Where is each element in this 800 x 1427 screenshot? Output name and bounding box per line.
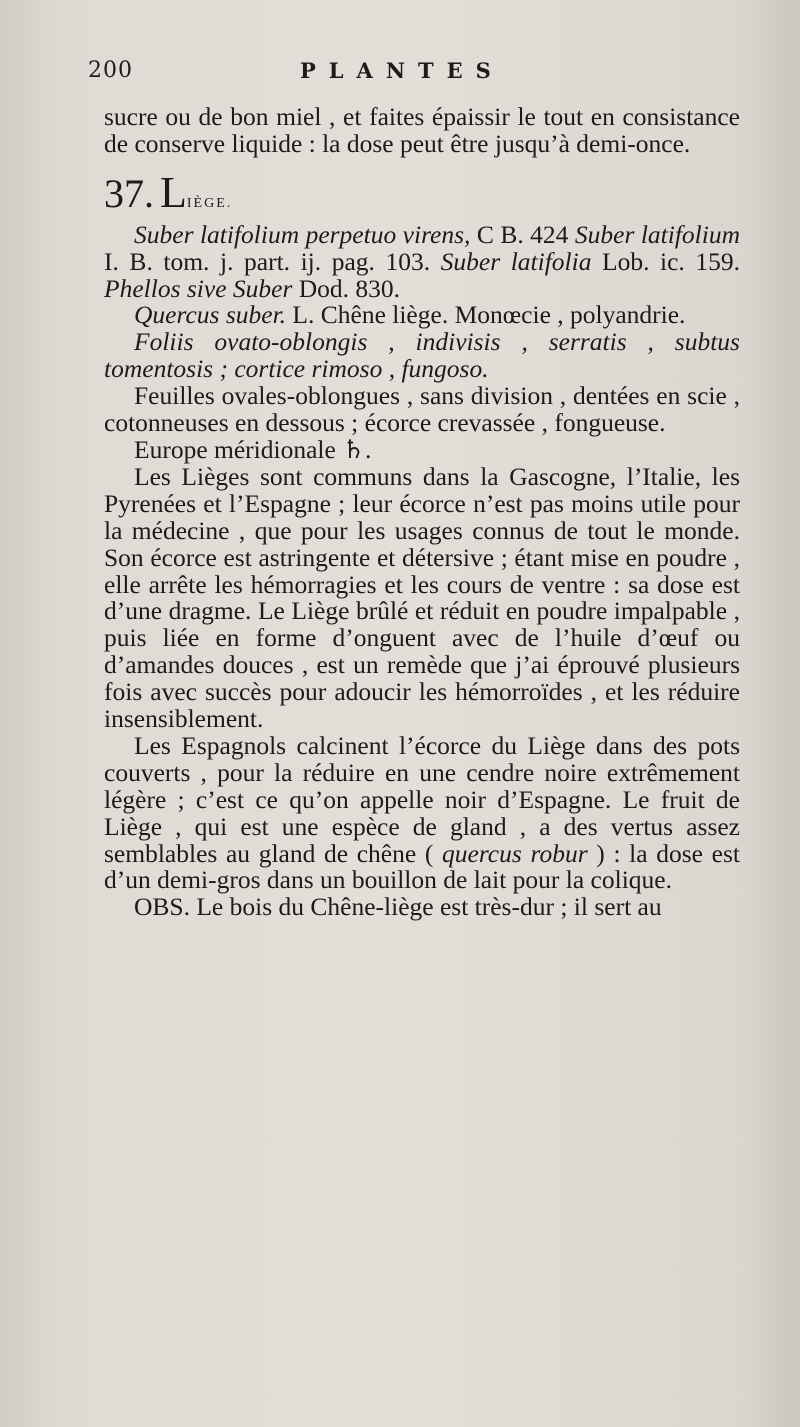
running-title: PLANTES	[300, 58, 504, 83]
paragraph-text: ) : la dose est d’un demi-gros dans un bouillon de lait pour la colique.	[104, 838, 740, 895]
synonym-name: Suber latifolia	[440, 246, 592, 276]
entry-initial: L	[160, 167, 187, 217]
paragraph-text: Les Espagnols calcinent l’écorce du Liège dans des pots couverts , pour la réduire en une cendre noire extrêmement légère ; c’est ce qu’on appelle noir d’Espagne. Le fruit de Liège , qui est une espèce de gland , a des vertus assez semblables au gland de chêne (	[104, 730, 740, 868]
page-header	[0, 58, 800, 94]
entry-number-dot: .	[144, 170, 154, 216]
entry-title-rest: IÈGE.	[186, 195, 233, 211]
entry-heading	[104, 167, 740, 218]
entry-number: 37	[104, 170, 144, 216]
observation-paragraph: OBS. Le bois du Chêne-liège est très-dur ; il sert au	[134, 892, 662, 922]
synonym-reference: Lob. ic. 159.	[591, 246, 740, 276]
body-text	[104, 104, 740, 921]
latin-description: Foliis ovato-oblongis , indivisis , serratis , subtus tomentosis ; cortice rimoso , fungoso.	[104, 327, 740, 384]
synonym-name: Suber latifolium perpetuo virens,	[134, 219, 471, 249]
classification: L. Chêne liège. Monœcie , polyandrie.	[286, 300, 686, 330]
synonym-reference: I. B. tom. j. part. ij. pag. 103.	[104, 246, 441, 276]
synonym-reference: C B. 424	[470, 219, 575, 249]
french-description: Feuilles ovales-oblongues , sans division , dentées en scie , cotonneuses en dessous ; écorce crevassée , fongueuse.	[104, 381, 740, 438]
continued-paragraph: sucre ou de bon miel , et faites épaissir le tout en consistance de conserve liquide : la dose peut être jusqu’à demi-once.	[104, 102, 740, 158]
uses-paragraph: Les Lièges sont communs dans la Gascogne, l’Italie, les Pyrenées et l’Espagne ; leur écorce n’est pas moins utile pour la médecine , que pour les usages connus de tout le monde. Son écorce est astringente et détersive ; étant mise en poudre , elle arrête les hémorragies et les cours de ventre : sa dose est d’une dragme. Le Liège brûlé et réduit en poudre impalpable , puis liée en forme d’onguent avec de l’huile d’œuf ou d’amandes douces , est un remède que j’ai éprouvé plusieurs fois avec succès pour adoucir les hémorroïdes , et les réduire insensiblement.	[104, 461, 740, 734]
linnaean-name: Quercus suber.	[134, 300, 287, 330]
species-name: quercus robur	[442, 838, 588, 868]
page-number: 200	[88, 58, 133, 83]
synonym-name: Phellos sive Suber	[104, 273, 293, 303]
linnaean-name-paragraph	[104, 302, 740, 329]
spanish-use-paragraph	[104, 730, 740, 895]
habitat-line: Europe méridionale ♄.	[134, 434, 372, 464]
synonym-reference: Dod. 830.	[292, 273, 401, 303]
synonymy-paragraph	[104, 219, 740, 303]
synonym-name: Suber latifolium	[574, 219, 740, 249]
